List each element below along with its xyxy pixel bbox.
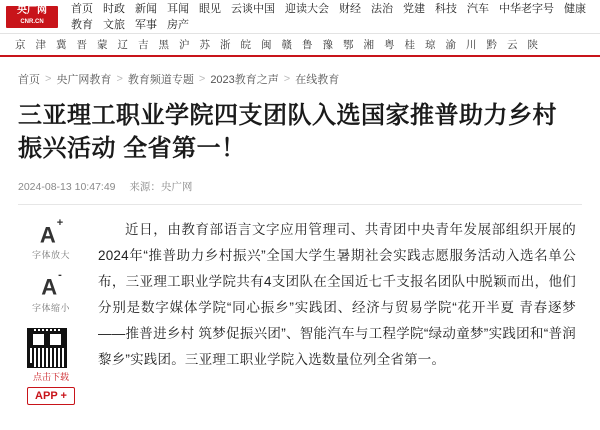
- region-item[interactable]: 鲁: [302, 39, 313, 51]
- nav-item[interactable]: 房产: [167, 18, 189, 31]
- region-item[interactable]: 桂: [404, 39, 415, 51]
- breadcrumb-item[interactable]: 在线教育: [295, 74, 340, 86]
- article-title-wrap: [0, 97, 600, 165]
- region-item[interactable]: 吉: [138, 39, 149, 51]
- nav-item[interactable]: 文旅: [103, 18, 125, 31]
- page-title: 三亚理工职业学院四支团队入选国家推普助力乡村振兴活动 全省第一！: [18, 102, 557, 162]
- nav-item[interactable]: 教育: [71, 18, 93, 31]
- app-download-block[interactable]: [27, 324, 75, 405]
- region-item[interactable]: 蒙: [97, 39, 108, 51]
- region-item[interactable]: 晋: [76, 39, 87, 51]
- font-decrease-button[interactable]: [32, 271, 70, 313]
- nav-item[interactable]: 法治: [371, 2, 393, 15]
- breadcrumb-item[interactable]: 教育频道专题: [127, 74, 194, 86]
- font-increase-button[interactable]: [32, 219, 70, 261]
- breadcrumb-item[interactable]: 央广网教育: [56, 74, 112, 86]
- article-paragraph: 近日，由教育部语言文字应用管理司、共青团中央青年发展部组织开展的2024年“推普助力乡村振兴”全国大学生暑期社会实践志愿服务活动入选名单公布，三亚理工职业学院共有4支团队在全国近七千支报名团队中脱颖而出，他们分别是数字媒体学院“同心振乡”实践团、经济与贸易学院“花开半夏 青春逐梦——推普进乡村 筑梦促振兴团”、智能汽车与工程学院“绿动童梦”实践团和“普润黎乡”实践团。三亚理工职业学院入选数量位列全省第一。: [98, 222, 576, 367]
- region-item[interactable]: 陕: [527, 39, 538, 51]
- nav-item[interactable]: 党建: [403, 2, 425, 15]
- nav-item[interactable]: 云谈中国: [231, 2, 275, 15]
- site-header: [0, 0, 600, 33]
- region-item[interactable]: 粤: [384, 39, 395, 51]
- site-logo-text: 央广网: [17, 5, 47, 16]
- article-source: 来源：央广网: [129, 181, 193, 193]
- breadcrumb: [0, 57, 600, 97]
- region-item[interactable]: 皖: [240, 39, 251, 51]
- publish-timestamp: 2024-08-13 10:47:49: [18, 181, 116, 193]
- font-increase-label: 字体放大: [31, 250, 70, 261]
- nav-item[interactable]: 首页: [71, 2, 93, 15]
- region-item[interactable]: 湘: [363, 39, 374, 51]
- breadcrumb-item[interactable]: 首页: [18, 74, 40, 86]
- article-content: [84, 217, 576, 415]
- nav-item[interactable]: 新闻: [135, 2, 157, 15]
- region-item[interactable]: 津: [35, 39, 46, 51]
- nav-item[interactable]: 中华老字号: [499, 2, 554, 15]
- font-bigger-icon: A+: [39, 217, 64, 248]
- qr-caption: 点击下载: [32, 371, 69, 382]
- region-item[interactable]: 云: [507, 39, 518, 51]
- region-item[interactable]: 沪: [179, 39, 190, 51]
- site-logo[interactable]: [6, 6, 58, 28]
- region-item[interactable]: 冀: [56, 39, 67, 51]
- breadcrumb-separator-icon: >: [283, 73, 291, 85]
- breadcrumb-separator-icon: >: [198, 73, 206, 85]
- region-item[interactable]: 黔: [486, 39, 497, 51]
- region-navigation: [0, 33, 600, 57]
- nav-item[interactable]: 耳闻: [167, 2, 189, 15]
- region-item[interactable]: 琼: [425, 39, 436, 51]
- region-item[interactable]: 浙: [220, 39, 231, 51]
- site-logo-subtext: CNR.CN: [20, 19, 44, 25]
- nav-item[interactable]: 财经: [339, 2, 361, 15]
- nav-item[interactable]: 迎读大会: [285, 2, 329, 15]
- nav-item[interactable]: 军事: [135, 18, 157, 31]
- article-meta: [0, 165, 600, 194]
- qr-code-icon[interactable]: [27, 328, 67, 368]
- region-item[interactable]: 豫: [322, 39, 333, 51]
- region-item[interactable]: 苏: [199, 39, 210, 51]
- region-item[interactable]: 京: [15, 39, 26, 51]
- nav-item[interactable]: 汽车: [467, 2, 489, 15]
- top-navigation: [66, 1, 594, 33]
- region-item[interactable]: 川: [466, 39, 477, 51]
- nav-item[interactable]: 健康: [564, 2, 586, 15]
- app-download-button[interactable]: APP +: [27, 387, 75, 405]
- region-item[interactable]: 闽: [261, 39, 272, 51]
- article-tool-column: [18, 217, 84, 415]
- breadcrumb-separator-icon: >: [45, 73, 52, 85]
- breadcrumb-separator-icon: >: [116, 73, 123, 85]
- article-body-area: [0, 205, 600, 415]
- nav-item[interactable]: 眼见: [199, 2, 221, 15]
- region-item[interactable]: 赣: [281, 39, 292, 51]
- region-item[interactable]: 鄂: [343, 39, 354, 51]
- breadcrumb-item[interactable]: 2023教育之声: [210, 74, 279, 86]
- region-item[interactable]: 辽: [117, 39, 128, 51]
- nav-item[interactable]: 科技: [435, 2, 457, 15]
- font-smaller-icon: A-: [41, 269, 62, 300]
- font-decrease-label: 字体缩小: [31, 302, 70, 313]
- region-item[interactable]: 渝: [445, 39, 456, 51]
- region-item[interactable]: 黑: [158, 39, 169, 51]
- nav-item[interactable]: 时政: [103, 2, 125, 15]
